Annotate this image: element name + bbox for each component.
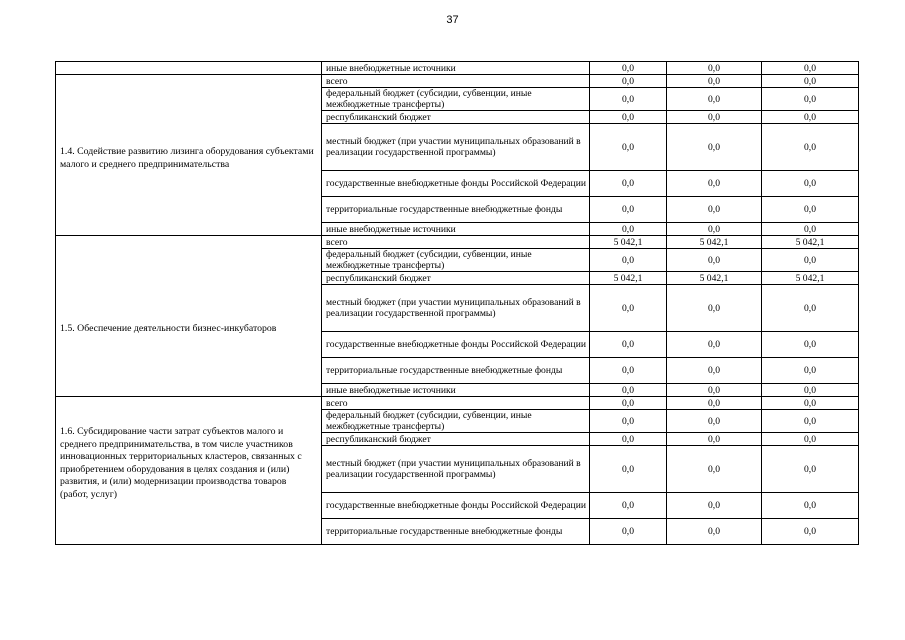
- amount-cell: 0,0: [590, 197, 667, 223]
- amount-cell: 0,0: [667, 171, 762, 197]
- amount-cell: 0,0: [667, 223, 762, 236]
- amount-cell: 0,0: [590, 410, 667, 433]
- amount-cell: 0,0: [590, 62, 667, 75]
- funding-source-cell: республиканский бюджет: [322, 272, 590, 285]
- amount-cell: 0,0: [667, 124, 762, 171]
- table-row: [56, 75, 859, 88]
- amount-cell: 0,0: [667, 410, 762, 433]
- amount-cell: 0,0: [762, 410, 859, 433]
- amount-cell: 0,0: [762, 197, 859, 223]
- amount-cell: 0,0: [667, 197, 762, 223]
- amount-cell: 0,0: [762, 111, 859, 124]
- amount-cell: 0,0: [762, 332, 859, 358]
- activity-cell: 1.6. Субсидирование части затрат субъектов малого и среднего предпринимательства, в том числе участников инновационных территориальных кластеров, связанных с приобретением оборудования в целях создания и (или) развития, и (или) модернизации производства товаров (работ, услуг): [56, 397, 322, 545]
- amount-cell: 0,0: [590, 446, 667, 493]
- amount-cell: 0,0: [762, 446, 859, 493]
- funding-source-cell: республиканский бюджет: [322, 111, 590, 124]
- amount-cell: 0,0: [762, 249, 859, 272]
- funding-source-cell: федеральный бюджет (субсидии, субвенции, иные межбюджетные трансферты): [322, 410, 590, 433]
- amount-cell: 0,0: [667, 493, 762, 519]
- amount-cell: 5 042,1: [590, 236, 667, 249]
- amount-cell: 0,0: [667, 88, 762, 111]
- amount-cell: 0,0: [590, 384, 667, 397]
- amount-cell: 0,0: [667, 519, 762, 545]
- amount-cell: 5 042,1: [590, 272, 667, 285]
- amount-cell: 0,0: [590, 397, 667, 410]
- amount-cell: 0,0: [667, 111, 762, 124]
- amount-cell: 0,0: [762, 171, 859, 197]
- funding-source-cell: иные внебюджетные источники: [322, 223, 590, 236]
- amount-cell: 0,0: [762, 433, 859, 446]
- amount-cell: 0,0: [590, 75, 667, 88]
- amount-cell: 0,0: [667, 384, 762, 397]
- amount-cell: 0,0: [590, 171, 667, 197]
- amount-cell: 0,0: [762, 397, 859, 410]
- amount-cell: 5 042,1: [667, 272, 762, 285]
- amount-cell: 0,0: [667, 433, 762, 446]
- budget-table-body: [56, 62, 859, 545]
- funding-source-cell: государственные внебюджетные фонды Российской Федерации: [322, 332, 590, 358]
- activity-cell: 1.4. Содействие развитию лизинга оборудования субъектами малого и среднего предпринимательства: [56, 75, 322, 236]
- funding-source-cell: государственные внебюджетные фонды Российской Федерации: [322, 171, 590, 197]
- funding-source-cell: республиканский бюджет: [322, 433, 590, 446]
- amount-cell: 0,0: [762, 519, 859, 545]
- amount-cell: 5 042,1: [762, 272, 859, 285]
- amount-cell: 0,0: [590, 249, 667, 272]
- page-number: 37: [446, 14, 459, 26]
- amount-cell: 0,0: [762, 358, 859, 384]
- amount-cell: 0,0: [590, 493, 667, 519]
- amount-cell: 0,0: [667, 332, 762, 358]
- funding-source-cell: местный бюджет (при участии муниципальных образований в реализации государственной программы): [322, 285, 590, 332]
- funding-source-cell: федеральный бюджет (субсидии, субвенции, иные межбюджетные трансферты): [322, 88, 590, 111]
- amount-cell: 0,0: [762, 88, 859, 111]
- funding-source-cell: территориальные государственные внебюджетные фонды: [322, 519, 590, 545]
- funding-source-cell: территориальные государственные внебюджетные фонды: [322, 197, 590, 223]
- table-row: [56, 236, 859, 249]
- funding-source-cell: территориальные государственные внебюджетные фонды: [322, 358, 590, 384]
- funding-source-cell: всего: [322, 236, 590, 249]
- funding-source-cell: всего: [322, 75, 590, 88]
- amount-cell: 0,0: [667, 249, 762, 272]
- amount-cell: 0,0: [667, 62, 762, 75]
- amount-cell: 0,0: [762, 62, 859, 75]
- amount-cell: 0,0: [590, 124, 667, 171]
- amount-cell: 0,0: [762, 75, 859, 88]
- funding-source-cell: государственные внебюджетные фонды Российской Федерации: [322, 493, 590, 519]
- amount-cell: 0,0: [762, 493, 859, 519]
- amount-cell: 0,0: [762, 285, 859, 332]
- activity-cell: [56, 62, 322, 75]
- amount-cell: 0,0: [667, 285, 762, 332]
- activity-cell: 1.5. Обеспечение деятельности бизнес-инкубаторов: [56, 236, 322, 397]
- amount-cell: 0,0: [667, 358, 762, 384]
- funding-source-cell: всего: [322, 397, 590, 410]
- funding-source-cell: иные внебюджетные источники: [322, 62, 590, 75]
- amount-cell: 0,0: [667, 446, 762, 493]
- amount-cell: 0,0: [590, 358, 667, 384]
- amount-cell: 0,0: [590, 285, 667, 332]
- amount-cell: 0,0: [590, 88, 667, 111]
- amount-cell: 0,0: [590, 519, 667, 545]
- amount-cell: 0,0: [667, 397, 762, 410]
- amount-cell: 0,0: [590, 332, 667, 358]
- amount-cell: 0,0: [762, 124, 859, 171]
- funding-source-cell: местный бюджет (при участии муниципальных образований в реализации государственной программы): [322, 124, 590, 171]
- amount-cell: 0,0: [590, 433, 667, 446]
- amount-cell: 0,0: [590, 111, 667, 124]
- amount-cell: 0,0: [590, 223, 667, 236]
- budget-table: [55, 61, 859, 545]
- amount-cell: 0,0: [667, 75, 762, 88]
- funding-source-cell: местный бюджет (при участии муниципальных образований в реализации государственной программы): [322, 446, 590, 493]
- table-row: [56, 397, 859, 410]
- amount-cell: 0,0: [762, 384, 859, 397]
- table-row: [56, 62, 859, 75]
- funding-source-cell: федеральный бюджет (субсидии, субвенции, иные межбюджетные трансферты): [322, 249, 590, 272]
- amount-cell: 5 042,1: [667, 236, 762, 249]
- amount-cell: 5 042,1: [762, 236, 859, 249]
- amount-cell: 0,0: [762, 223, 859, 236]
- funding-source-cell: иные внебюджетные источники: [322, 384, 590, 397]
